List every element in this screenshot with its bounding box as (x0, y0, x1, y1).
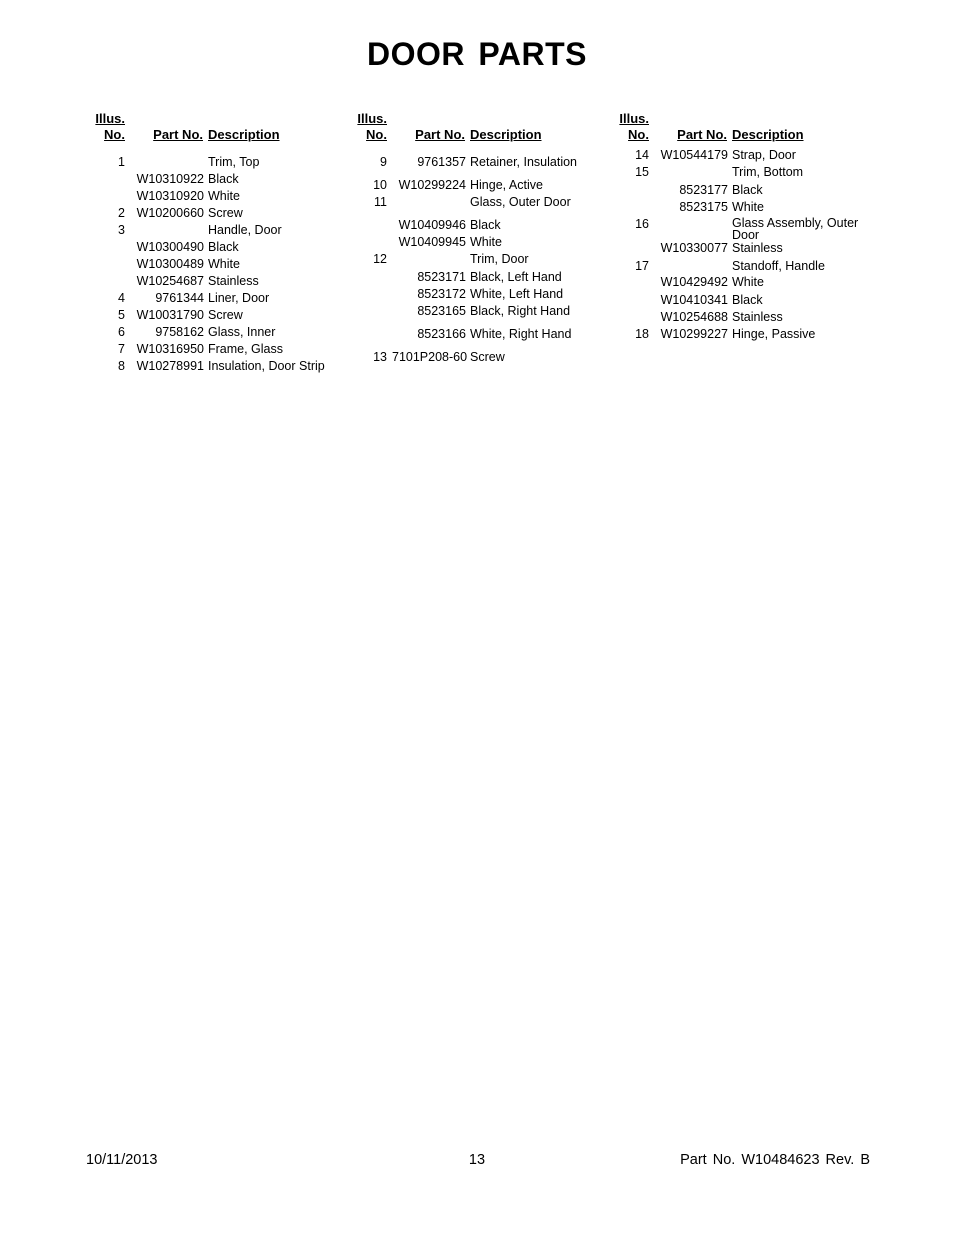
description: Glass, Inner (208, 325, 276, 339)
description: White (732, 200, 764, 214)
description: White (732, 275, 764, 289)
part-no: 8523175 (679, 200, 728, 214)
illus-no: 15 (635, 165, 649, 179)
description: Trim, Top (208, 155, 260, 169)
illus-header-label: Illus. (619, 111, 649, 126)
illus-no: 7 (118, 342, 125, 356)
part-no: 9758162 (155, 325, 204, 339)
part-no: W10299227 (660, 327, 728, 341)
description: Black (470, 218, 501, 232)
part-no-header: Part No. (153, 127, 203, 142)
illus-header-label: Illus. (95, 111, 125, 126)
description: Black (208, 172, 239, 186)
illus-header-label: Illus. (357, 111, 387, 126)
description: Screw (470, 350, 505, 364)
description: Screw (208, 206, 243, 220)
part-no: W10031790 (136, 308, 204, 322)
illus-no: 6 (118, 325, 125, 339)
part-no: W10278991 (136, 359, 204, 373)
description: Black (208, 240, 239, 254)
part-no: 9761344 (155, 291, 204, 305)
illus-no: 16 (635, 217, 649, 231)
part-no: 8523171 (417, 270, 466, 284)
illus-no: 17 (635, 259, 649, 273)
part-no: 8523166 (417, 327, 466, 341)
part-no: W10310922 (136, 172, 204, 186)
part-no: 9761357 (417, 155, 466, 169)
description: Trim, Bottom (732, 165, 804, 179)
part-no: W10409945 (398, 235, 466, 249)
description: Black (732, 183, 763, 197)
description-header: Description (208, 127, 280, 142)
description-header: Description (732, 127, 804, 142)
part-no: W10544179 (660, 148, 728, 162)
illus-no: 3 (118, 223, 125, 237)
description: Trim, Door (470, 252, 529, 266)
part-no-header: Part No. (677, 127, 727, 142)
description: White, Right Hand (470, 327, 572, 341)
part-no: W10409946 (398, 218, 466, 232)
illus-no: 11 (374, 195, 387, 209)
description: Screw (208, 308, 243, 322)
description: Glass Assembly, Outer Door (732, 216, 859, 242)
description: White (208, 257, 240, 271)
no-header-label: No. (104, 127, 125, 142)
description: Stainless (732, 241, 783, 255)
part-no: W10254688 (660, 310, 728, 324)
part-no: W10300489 (136, 257, 204, 271)
part-no-header: Part No. (415, 127, 465, 142)
no-header-label: No. (366, 127, 387, 142)
illus-no-header (92, 111, 125, 143)
part-no: 8523165 (417, 304, 466, 318)
illus-no: 13 (373, 350, 387, 364)
description: Retainer, Insulation (470, 155, 578, 169)
part-no: W10429492 (660, 275, 728, 289)
description: Black (732, 293, 763, 307)
illus-no-header (616, 111, 649, 143)
illus-no: 2 (118, 206, 125, 220)
part-no: 8523172 (417, 287, 466, 301)
description: Liner, Door (208, 291, 270, 305)
illus-no-header (354, 111, 387, 143)
description: Black, Left Hand (470, 270, 562, 284)
description: Frame, Glass (208, 342, 284, 356)
description: Hinge, Passive (732, 327, 816, 341)
description: Insulation, Door Strip (208, 359, 325, 373)
footer-part-number: Part No. W10484623 Rev. B (680, 1152, 870, 1168)
part-no: W10200660 (136, 206, 204, 220)
description: White (208, 189, 240, 203)
part-no: 8523177 (679, 183, 728, 197)
illus-no: 14 (635, 148, 649, 162)
footer-date: 10/11/2013 (86, 1152, 158, 1168)
page-title: DOOR PARTS (367, 36, 587, 72)
description: Strap, Door (732, 148, 796, 162)
part-no: W10330077 (660, 241, 728, 255)
no-header-label: No. (628, 127, 649, 142)
illus-no: 5 (118, 308, 125, 322)
part-no: W10300490 (136, 240, 204, 254)
illus-no: 8 (118, 359, 125, 373)
description: Glass, Outer Door (470, 195, 571, 209)
illus-no: 1 (118, 155, 125, 169)
part-no: W10316950 (136, 342, 204, 356)
illus-no: 9 (380, 155, 387, 169)
description: Hinge, Active (470, 178, 543, 192)
description: Handle, Door (208, 223, 282, 237)
part-no: W10254687 (136, 274, 204, 288)
description-header: Description (470, 127, 542, 142)
part-no: 7101P208-60 (392, 350, 468, 364)
description: Black, Right Hand (470, 304, 571, 318)
description: Stainless (208, 274, 259, 288)
description: Stainless (732, 310, 783, 324)
illus-no: 18 (635, 327, 649, 341)
part-no: W10410341 (660, 293, 728, 307)
page-number: 13 (468, 1152, 486, 1168)
description: Standoff, Handle (732, 259, 825, 273)
illus-no: 10 (373, 178, 387, 192)
illus-no: 4 (118, 291, 125, 305)
description: White, Left Hand (470, 287, 564, 301)
part-no: W10310920 (136, 189, 204, 203)
description: White (470, 235, 502, 249)
part-no: W10299224 (398, 178, 466, 192)
illus-no: 12 (373, 252, 387, 266)
